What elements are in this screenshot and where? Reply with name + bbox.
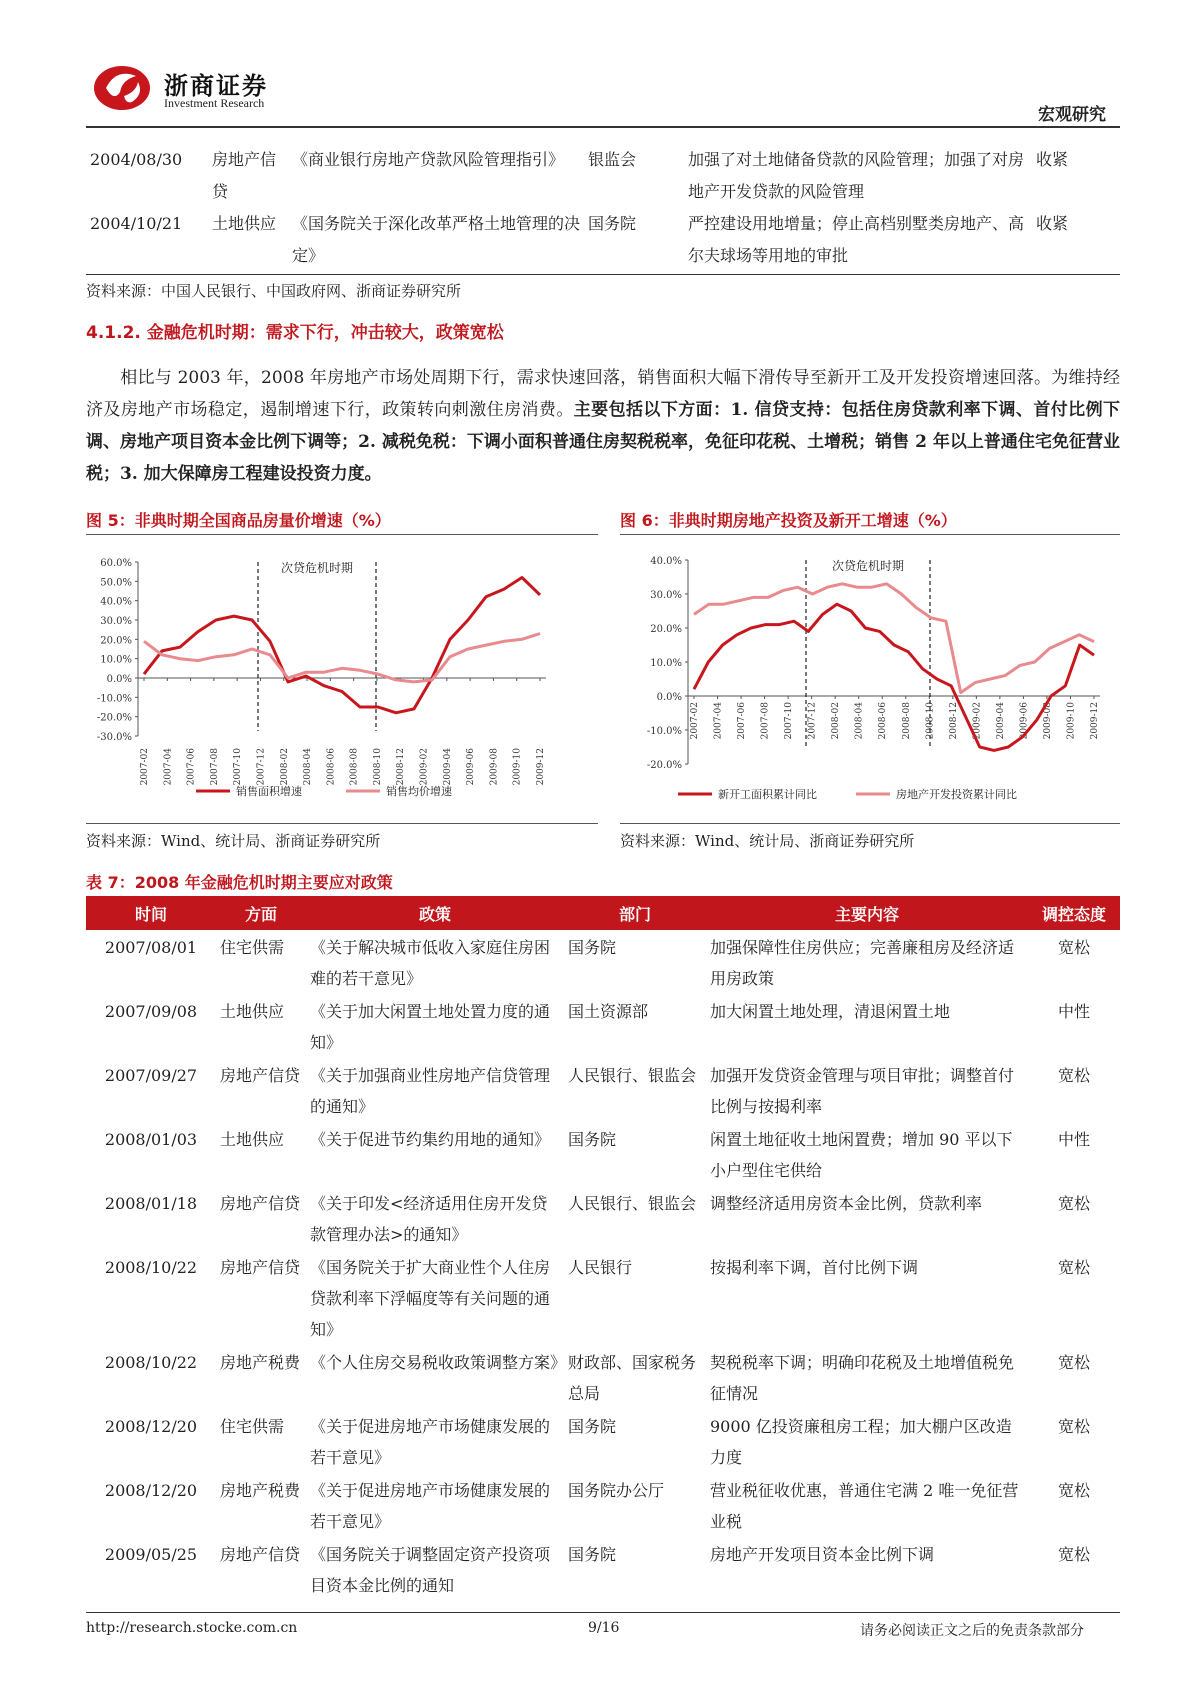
cell-aspect: 房地产税费: [220, 1481, 301, 1500]
fig5-source: 资料来源：Wind、统计局、浙商证券研究所: [86, 832, 381, 850]
cell-attitude: 中性: [1057, 1130, 1090, 1149]
crisis-annotation: 次贷危机时期: [280, 561, 354, 575]
series-line-1: [694, 604, 1094, 750]
x-tick-label: 2008-04: [854, 702, 865, 740]
x-tick-label: 2008-06: [878, 702, 889, 740]
policy-table: [86, 896, 1120, 1601]
x-tick-label: 2007-08: [760, 702, 771, 740]
y-tick-label: 60.0%: [100, 558, 132, 569]
page-number: 9/16: [588, 1620, 620, 1636]
footer-rule: [86, 1612, 1120, 1613]
cell-date: 2008/10/22: [104, 1258, 198, 1277]
cell-policy: 《关于促进房地产市场健康发展的若干意见》: [310, 1417, 551, 1467]
cell-aspect: 房地产税费: [220, 1353, 301, 1372]
fig6-title: 图 6：非典时期房地产投资及新开工增速（%）: [620, 511, 957, 530]
cell-attitude: 宽松: [1057, 1194, 1090, 1213]
cell-content: 加强了对土地储备贷款的风险管理；加强了对房地产开发贷款的风险管理: [688, 150, 1025, 201]
table-row: [86, 144, 1120, 208]
cell-dept: 国务院办公厅: [568, 1481, 665, 1500]
cell-date: 2007/09/27: [104, 1066, 198, 1085]
series-line-2: [694, 584, 1094, 693]
header-rule: [86, 126, 1120, 128]
y-tick-label: -20.0%: [646, 760, 682, 771]
x-tick-label: 2007-10: [784, 702, 795, 740]
cell-attitude: 收紧: [1036, 214, 1069, 233]
top-policy-table: [86, 144, 1120, 272]
cell-aspect: 土地供应: [212, 214, 277, 233]
company-name: 浙商证券: [164, 71, 268, 100]
section-paragraph: [86, 362, 1120, 490]
table-row: [86, 994, 1120, 1058]
y-tick-label: 0.0%: [106, 674, 132, 685]
cell-dept: 国务院: [568, 1417, 617, 1436]
cell-policy: 《关于解决城市低收入家庭住房困难的若干意见》: [310, 938, 551, 988]
x-tick-label: 2008-06: [326, 748, 337, 786]
cell-dept: 国务院: [568, 1545, 617, 1564]
cell-attitude: 宽松: [1057, 938, 1090, 957]
table-header-row: [86, 896, 1120, 930]
fig6-title-rule: [620, 534, 1120, 535]
fig5-chart: [86, 546, 598, 816]
legend-label: 新开工面积累计同比: [718, 788, 817, 801]
x-tick-label: 2009-12: [1090, 702, 1100, 740]
x-tick-label: 2007-12: [807, 702, 818, 740]
x-tick-label: 2008-12: [396, 748, 407, 786]
cell-policy: 《关于促进节约集约用地的通知》: [310, 1130, 551, 1149]
footer-url[interactable]: http://research.stocke.com.cn: [86, 1620, 298, 1636]
cell-attitude: 宽松: [1057, 1417, 1090, 1436]
cell-date: 2004/10/21: [90, 214, 183, 233]
cell-policy: 《国务院关于调整固定资产投资项目资本金比例的通知: [310, 1545, 551, 1595]
cell-policy: 《国务院关于深化改革严格土地管理的决定》: [292, 214, 581, 265]
cell-content: 营业税征收优惠，普通住宅满 2 唯一免征营业税: [710, 1481, 1019, 1531]
crisis-annotation: 次贷危机时期: [831, 559, 905, 573]
x-tick-label: 2007-06: [737, 702, 748, 740]
cell-content: 加强保障性住房供应；完善廉租房及经济适用房政策: [710, 938, 1015, 988]
cell-aspect: 房地产信贷: [212, 150, 277, 201]
cell-policy: 《个人住房交易税收政策调整方案》: [310, 1353, 567, 1372]
cell-aspect: 房地产信贷: [220, 1258, 301, 1277]
paragraph-text: 相比与 2003 年，2008 年房地产市场处周期下行，需求快速回落，销售面积大幅下滑传导至新开工及开发投资增速回落。为维持经济及房地产市场稳定，遏制增速下行，政策转向刺激住房消费。: [86, 368, 1120, 420]
x-tick-label: 2008-02: [831, 702, 842, 740]
top-table-rule: [86, 274, 1120, 275]
fig6-bottom-rule: [620, 823, 1120, 824]
x-tick-label: 2009-10: [1066, 702, 1077, 740]
cell-dept: 人民银行: [568, 1258, 633, 1277]
y-tick-label: 0.0%: [656, 692, 682, 703]
legend-label: 销售面积增速: [236, 785, 302, 798]
logo-mark-icon: [92, 58, 156, 112]
table-row: [86, 1345, 1120, 1409]
header-content: 主要内容: [706, 896, 1028, 930]
x-tick-label: 2008-08: [901, 702, 912, 740]
y-tick-label: 10.0%: [100, 654, 132, 666]
cell-content: 严控建设用地增量；停止高档别墅类房地产、高尔夫球场等用地的审批: [688, 214, 1025, 265]
y-tick-label: -10.0%: [96, 693, 132, 705]
fig5-bottom-rule: [86, 823, 598, 824]
cell-dept: 财政部、国家税务总局: [568, 1353, 697, 1403]
cell-date: 2004/08/30: [90, 150, 183, 169]
fig5-title-rule: [86, 534, 598, 535]
table-row: [86, 1537, 1120, 1601]
cell-date: 2007/09/08: [104, 1002, 198, 1021]
legend-label: 房地产开发投资累计同比: [896, 788, 1017, 801]
cell-attitude: 宽松: [1057, 1353, 1090, 1372]
y-tick-label: 40.0%: [100, 596, 132, 608]
cell-policy: 《关于印发<经济适用住房开发贷款管理办法>的通知》: [310, 1194, 548, 1244]
cell-dept: 国务院: [568, 1130, 617, 1149]
table-row: [86, 1409, 1120, 1473]
x-tick-label: 2009-08: [1042, 702, 1053, 740]
x-tick-label: 2007-08: [209, 748, 220, 786]
y-tick-label: 20.0%: [100, 635, 132, 647]
y-tick-label: 50.0%: [100, 577, 132, 589]
cell-date: 2008/01/18: [104, 1194, 198, 1213]
cell-date: 2008/10/22: [104, 1353, 198, 1372]
cell-content: 加大闲置土地处理，清退闲置土地: [710, 1002, 951, 1021]
header-attitude: 调控态度: [1028, 896, 1120, 930]
cell-content: 9000 亿投资廉租房工程；加大棚户区改造力度: [710, 1417, 1012, 1467]
cell-attitude: 中性: [1057, 1002, 1090, 1021]
table-row: [86, 1058, 1120, 1122]
cell-policy: 《商业银行房地产贷款风险管理指引》: [292, 150, 565, 169]
cell-attitude: 宽松: [1057, 1258, 1090, 1277]
cell-dept: 银监会: [588, 150, 637, 169]
top-table-source: 资料来源：中国人民银行、中国政府网、浙商证券研究所: [86, 282, 462, 300]
company-logo: [92, 58, 156, 112]
x-tick-label: 2008-08: [349, 748, 360, 786]
x-tick-label: 2007-02: [690, 702, 700, 740]
footer-disclaimer: 请务必阅读正文之后的免责条款部分: [860, 1623, 1084, 1639]
cell-aspect: 房地产信贷: [220, 1066, 301, 1085]
cell-content: 加强开发贷资金管理与项目审批；调整首付比例与按揭利率: [710, 1066, 1015, 1116]
cell-policy: 《关于加大闲置土地处置力度的通知》: [310, 1002, 551, 1052]
cell-attitude: 宽松: [1057, 1481, 1090, 1500]
paragraph-bold-text: 主要包括以下方面：1. 信贷支持：包括住房贷款利率下调、首付比例下调、房地产项目资本金比例下调等；2. 减税免税：下调小面积普通住房契税税率，免征印花税、土增税；销售 2 年以上普通住宅免征营业税；3. 加大保障房工程建设投资力度。: [86, 400, 1120, 484]
report-category: 宏观研究: [1038, 105, 1106, 125]
x-tick-label: 2009-06: [466, 748, 477, 786]
section-title: 4.1.2. 金融危机时期：需求下行，冲击较大，政策宽松: [86, 323, 504, 343]
cell-aspect: 土地供应: [220, 1002, 285, 1021]
y-tick-label: 30.0%: [100, 616, 132, 627]
table-row: [86, 930, 1120, 994]
y-tick-label: -10.0%: [646, 726, 682, 737]
cell-policy: 《关于促进房地产市场健康发展的若干意见》: [310, 1481, 551, 1531]
y-tick-label: -30.0%: [96, 732, 132, 743]
x-tick-label: 2009-04: [442, 748, 453, 786]
company-subtitle: Investment Research: [164, 96, 265, 110]
x-tick-label: 2009-10: [512, 748, 523, 786]
header-policy: 政策: [306, 896, 564, 930]
cell-dept: 国务院: [588, 214, 637, 233]
cell-dept: 国务院: [568, 938, 617, 957]
cell-date: 2008/12/20: [104, 1417, 198, 1436]
x-tick-label: 2007-10: [233, 748, 244, 786]
y-tick-label: 30.0%: [650, 590, 682, 601]
fig6-chart: [620, 546, 1120, 816]
legend-label: 销售均价增速: [386, 785, 452, 798]
header-dept: 部门: [564, 896, 706, 930]
y-tick-label: 10.0%: [650, 658, 682, 669]
x-tick-label: 2008-10: [925, 702, 936, 740]
cell-attitude: 宽松: [1057, 1545, 1090, 1564]
x-tick-label: 2009-04: [995, 702, 1006, 740]
x-tick-label: 2009-08: [489, 748, 500, 786]
x-tick-label: 2009-12: [536, 748, 546, 786]
table7-title: 表 7：2008 年金融危机时期主要应对政策: [86, 873, 393, 892]
x-tick-label: 2008-04: [303, 748, 314, 786]
cell-content: 按揭利率下调，首付比例下调: [710, 1258, 919, 1277]
x-tick-label: 2007-06: [186, 748, 197, 786]
cell-content: 契税税率下调；明确印花税及土地增值税免征情况: [710, 1353, 1015, 1403]
x-tick-label: 2007-04: [713, 702, 724, 740]
table-row: [86, 1250, 1120, 1345]
x-tick-label: 2009-02: [972, 702, 983, 740]
cell-aspect: 住宅供需: [220, 938, 285, 957]
series-line-2: [144, 634, 540, 682]
cell-dept: 人民银行、银监会: [568, 1194, 697, 1213]
table-row: [86, 1186, 1120, 1250]
table-row: [86, 208, 1120, 272]
cell-attitude: 宽松: [1057, 1066, 1090, 1085]
cell-attitude: 收紧: [1036, 150, 1069, 169]
x-tick-label: 2008-12: [948, 702, 959, 740]
cell-dept: 国土资源部: [568, 1002, 649, 1021]
cell-aspect: 土地供应: [220, 1130, 285, 1149]
y-tick-label: 40.0%: [650, 556, 682, 567]
cell-policy: 《关于加强商业性房地产信贷管理的通知》: [310, 1066, 551, 1116]
header-aspect: 方面: [216, 896, 306, 930]
cell-aspect: 房地产信贷: [220, 1194, 301, 1213]
cell-date: 2008/12/20: [104, 1481, 198, 1500]
table-row: [86, 1122, 1120, 1186]
cell-content: 调整经济适用房资本金比例，贷款利率: [710, 1194, 983, 1213]
cell-dept: 人民银行、银监会: [568, 1066, 697, 1085]
cell-date: 2009/05/25: [104, 1545, 198, 1564]
x-tick-label: 2009-02: [419, 748, 430, 786]
cell-aspect: 住宅供需: [220, 1417, 285, 1436]
x-tick-label: 2008-10: [372, 748, 383, 786]
fig5-title: 图 5：非典时期全国商品房量价增速（%）: [86, 511, 391, 530]
cell-policy: 《国务院关于扩大商业性个人住房贷款利率下浮幅度等有关问题的通知》: [310, 1258, 551, 1339]
x-tick-label: 2009-06: [1019, 702, 1030, 740]
x-tick-label: 2007-02: [140, 748, 150, 786]
cell-date: 2008/01/03: [104, 1130, 198, 1149]
header-date: 时间: [86, 896, 216, 930]
cell-content: 闲置土地征收土地闲置费；增加 90 平以下小户型住宅供给: [710, 1130, 1013, 1180]
cell-content: 房地产开发项目资本金比例下调: [710, 1545, 935, 1564]
cell-aspect: 房地产信贷: [220, 1545, 301, 1564]
y-tick-label: -20.0%: [96, 712, 132, 724]
x-tick-label: 2007-12: [256, 748, 267, 786]
fig6-source: 资料来源：Wind、统计局、浙商证券研究所: [620, 832, 915, 850]
x-tick-label: 2008-02: [279, 748, 290, 786]
cell-date: 2007/08/01: [104, 938, 198, 957]
y-tick-label: 20.0%: [650, 624, 682, 635]
table-row: [86, 1473, 1120, 1537]
x-tick-label: 2007-04: [163, 748, 174, 786]
